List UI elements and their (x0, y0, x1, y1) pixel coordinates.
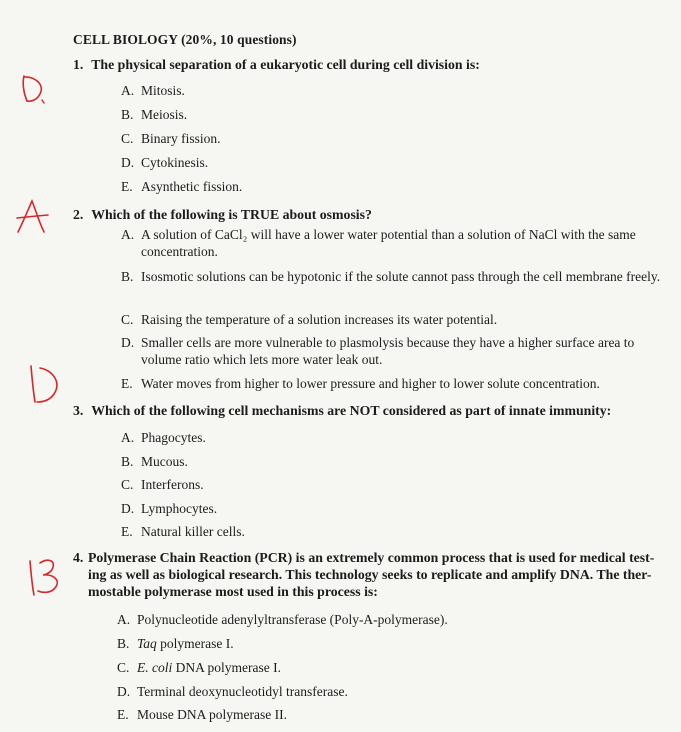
option-letter: B. (121, 269, 134, 284)
handwritten-answer-q3 (26, 362, 66, 411)
question-prompt-line: ing as well as biological research. This technology seeks to replicate and amplify DNA. The ther- (88, 567, 652, 582)
option-text: Cytokinesis. (141, 155, 209, 170)
option-text: Terminal deoxynucleotidyl transferase. (137, 684, 348, 699)
option-3b (121, 453, 641, 470)
question-number: 1. (73, 57, 84, 72)
option-letter: A. (117, 612, 131, 627)
option-letter: A. (121, 227, 135, 242)
option-text: Natural killer cells. (141, 524, 245, 539)
option-4d (117, 683, 657, 700)
question-prompt: The physical separation of a eukaryotic cell during cell division is: (91, 57, 480, 72)
option-text: Isosmotic solutions can be hypotonic if the solute cannot pass through the cell membrane freely. (141, 269, 661, 284)
option-text (137, 659, 657, 676)
option-letter: A. (121, 83, 135, 98)
handwritten-answer-q1 (18, 72, 52, 111)
option-2d (121, 334, 661, 370)
option-text: Asynthetic fission. (141, 179, 243, 194)
option-text: Raising the temperature of a solution increases its water potential. (141, 312, 498, 327)
option-3d (121, 500, 641, 517)
option-text: Polynucleotide adenylyltransferase (Poly-A-polymerase). (137, 612, 448, 627)
option-letter: B. (121, 107, 134, 122)
option-text: Mouse DNA polymerase II. (137, 707, 287, 722)
option-2a (121, 226, 661, 262)
section-title: CELL BIOLOGY (20%, 10 questions) (73, 32, 297, 47)
option-text: Meiosis. (141, 107, 188, 122)
question-1 (73, 56, 663, 73)
option-letter: E. (121, 524, 133, 539)
option-1d (121, 154, 641, 171)
option-text: Lymphocytes. (141, 501, 218, 516)
option-letter: C. (121, 477, 134, 492)
option-2e (121, 375, 661, 392)
question-prompt: Which of the following cell mechanisms are NOT considered as part of innate immunity: (91, 403, 612, 418)
option-letter: E. (117, 707, 129, 722)
option-text: Water moves from higher to lower pressure and higher to lower solute concentration. (141, 376, 600, 391)
option-text: Interferons. (141, 477, 204, 492)
option-text: Mitosis. (141, 83, 185, 98)
option-letter: E. (121, 179, 133, 194)
option-text: Phagocytes. (141, 430, 206, 445)
question-number: 2. (73, 207, 84, 222)
question-prompt-line: mostable polymerase most used in this process is: (88, 584, 378, 599)
question-prompt: Which of the following is TRUE about osmosis? (91, 207, 372, 222)
option-4b (117, 635, 657, 652)
option-text-rest: polymerase I. (156, 636, 234, 651)
option-text: Smaller cells are more vulnerable to plasmolysis because they have a higher surface area to volume ratio which lets more water leak out. (141, 335, 635, 367)
option-4c (117, 659, 657, 676)
option-3a (121, 429, 641, 446)
option-text (137, 635, 657, 652)
option-1c (121, 130, 641, 147)
option-letter: B. (121, 454, 134, 469)
option-letter: D. (121, 501, 135, 516)
question-number: 4. (73, 550, 84, 565)
option-letter: E. (121, 376, 133, 391)
question-3 (73, 402, 673, 419)
option-text: Binary fission. (141, 131, 221, 146)
option-3c (121, 476, 641, 493)
option-2b (121, 268, 661, 304)
question-number: 3. (73, 403, 84, 418)
option-1b (121, 106, 641, 123)
question-prompt-line: Polymerase Chain Reaction (PCR) is an extremely common process that is used for medical test- (88, 550, 655, 565)
option-1e (121, 178, 641, 195)
option-text-rest: DNA polymerase I. (172, 660, 281, 675)
question-2 (73, 206, 663, 223)
option-1a (121, 82, 641, 99)
option-text: Mucous. (141, 454, 188, 469)
handwritten-answer-q4 (24, 555, 68, 604)
option-text-italic: E. coli (137, 660, 173, 675)
option-letter: B. (117, 636, 130, 651)
option-letter: D. (121, 155, 135, 170)
option-letter: C. (121, 131, 134, 146)
option-letter: D. (117, 684, 131, 699)
option-text: A solution of CaCl₂ will have a lower water potential than a solution of NaCl with the same concentration. (141, 227, 636, 259)
option-letter: C. (117, 660, 130, 675)
option-letter: A. (121, 430, 135, 445)
question-4 (73, 549, 673, 600)
option-letter: C. (121, 312, 134, 327)
option-letter: D. (121, 335, 135, 350)
option-2c (121, 311, 661, 328)
option-4e (117, 706, 657, 723)
option-4a (117, 611, 657, 628)
handwritten-answer-q2 (14, 198, 50, 241)
option-text-italic: Taq (137, 636, 157, 651)
option-3e (121, 523, 641, 540)
